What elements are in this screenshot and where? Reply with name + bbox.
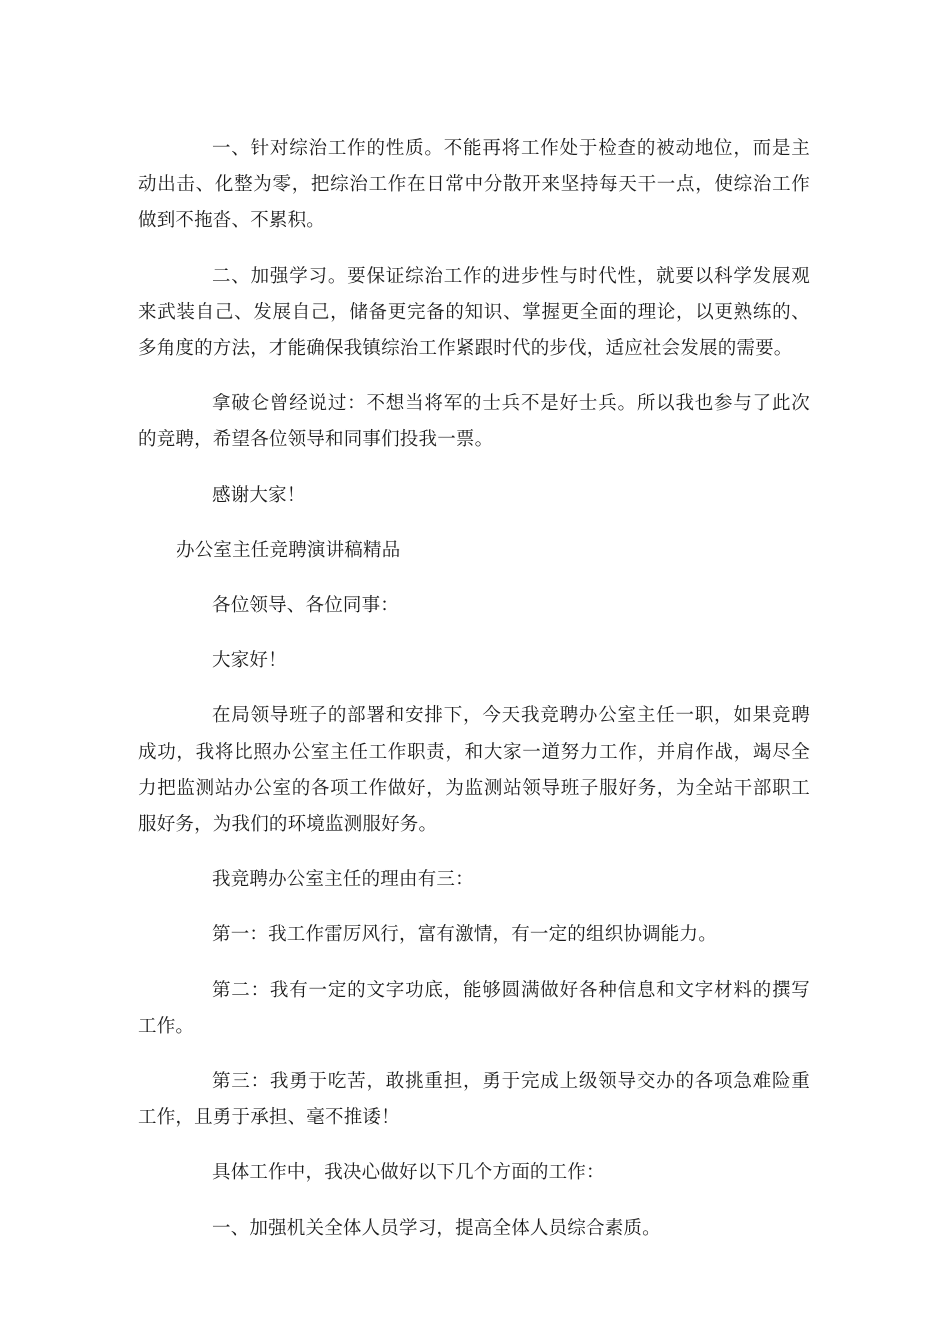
paragraph-comprehensive-governance-nature: 一、针对综治工作的性质。不能再将工作处于检查的被动地位，而是主动出击、化整为零，把综治工作在日常中分散开来坚持每天干一点，使综治工作做到不拖沓、不累积。 bbox=[138, 138, 810, 232]
paragraph-work-plan-heading: 具体工作中，我决心做好以下几个方面的工作： bbox=[212, 1162, 605, 1184]
paragraph-intro: 在局领导班子的部署和安排下，今天我竞聘办公室主任一职，如果竞聘成功，我将比照办公室主任工作职责，和大家一道努力工作，并肩作战，竭尽全力把监测站办公室的各项工作做好，为监测站领导班子服好务，为全站干部职工服好务，为我们的环境监测服好务。 bbox=[138, 705, 810, 836]
paragraph-strengthen-study: 二、加强学习。要保证综治工作的进步性与时代性，就要以科学发展观来武装自己、发展自己，储备更完备的知识、掌握更全面的理论，以更熟练的、多角度的方法，才能确保我镇综治工作紧跟时代的步伐，适应社会发展的需要。 bbox=[138, 265, 810, 360]
paragraph-thanks: 感谢大家！ bbox=[212, 484, 306, 506]
paragraph-reasons-heading: 我竞聘办公室主任的理由有三： bbox=[212, 869, 474, 891]
paragraph-reason-one: 第一：我工作雷厉风行，富有激情，有一定的组织协调能力。 bbox=[212, 924, 717, 946]
section-title: 办公室主任竞聘演讲稿精品 bbox=[176, 539, 401, 561]
paragraph-work-item-one: 一、加强机关全体人员学习，提高全体人员综合素质。 bbox=[212, 1217, 661, 1239]
paragraph-salutation: 各位领导、各位同事： bbox=[212, 595, 400, 617]
paragraph-greeting: 大家好！ bbox=[212, 650, 287, 672]
document-page bbox=[138, 131, 810, 1266]
paragraph-reason-two: 第二：我有一定的文字功底，能够圆满做好各种信息和文字材料的撰写工作。 bbox=[138, 979, 810, 1037]
paragraph-napoleon-quote: 拿破仑曾经说过：不想当将军的士兵不是好士兵。所以我也参与了此次的竞聘，希望各位领导和同事们投我一票。 bbox=[138, 393, 810, 451]
paragraph-reason-three: 第三：我勇于吃苦，敢挑重担，勇于完成上级领导交办的各项急难险重工作，且勇于承担、毫不推诿！ bbox=[138, 1071, 810, 1129]
